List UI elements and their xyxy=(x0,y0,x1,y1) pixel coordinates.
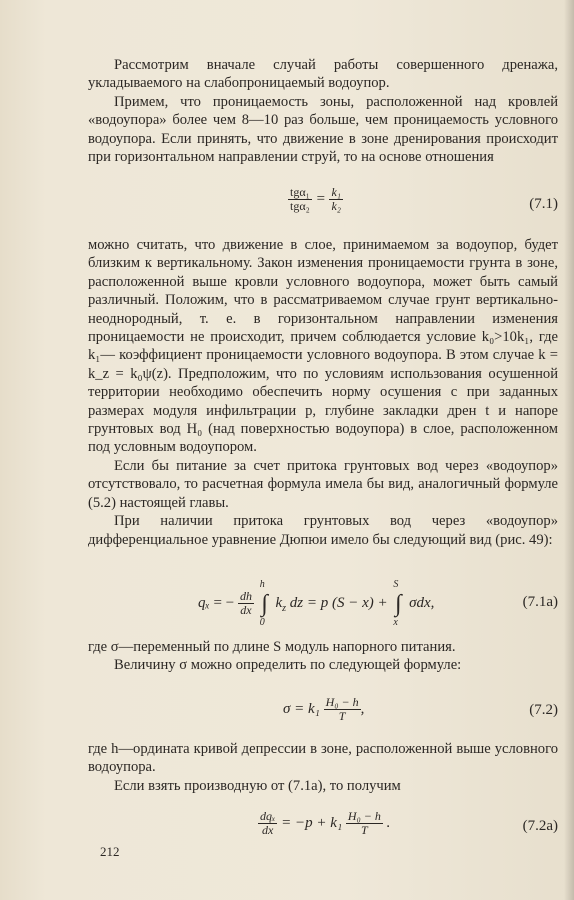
f71a-dx: dx xyxy=(240,603,252,617)
f72a-num2: H₀ − h xyxy=(347,809,381,823)
f71-eq: = xyxy=(315,190,326,207)
f72a-tail: . xyxy=(382,814,391,831)
f72-lhs: σ = k₁ xyxy=(283,700,320,717)
paragraph-8: где h—ордината кривой депрессии в зоне, расположенной выше условного водоупора. xyxy=(88,741,558,776)
formula-7-1a xyxy=(88,580,558,630)
f71a-body1-sub: z xyxy=(282,602,287,614)
f71a-body2: σdx, xyxy=(409,594,435,611)
integral-sign-1: ∫ h 0 xyxy=(259,578,268,628)
f72a-num: dqₓ xyxy=(260,809,276,823)
text-block-3 xyxy=(88,638,558,675)
formula-number-7-2: (7.2) xyxy=(529,702,558,718)
f71a-body1: k xyxy=(275,594,283,611)
f72-num: H₀ − h xyxy=(325,695,359,709)
f72a-mid: = −p + k₁ xyxy=(277,814,343,831)
f72-den: T xyxy=(338,709,346,723)
int1-lower: 0 xyxy=(259,616,265,628)
f71-lhs-den: tgα₂ xyxy=(290,199,310,213)
paragraph-9: Если взять производную от (7.1а), то получим xyxy=(114,777,401,794)
paragraph-2: Примем, что проницаемость зоны, расположенной над кровлей «водоупора» более чем 8—10 раз больше, чем проницаемость условного водоупора. Если принять, что движение в зоне дренирования происходит при горизонтальном направлении струй, то на основе отношения xyxy=(88,93,558,166)
paragraph-6: где σ—переменный по длине S модуль напорного питания. xyxy=(88,639,456,655)
f72a-den: dx xyxy=(262,823,274,837)
f71a-body1-end: dz = p (S − x) + xyxy=(286,594,392,611)
paragraph-7: Величину σ можно определить по следующей формуле: xyxy=(114,657,462,674)
integral-sign-2: ∫ S x xyxy=(393,578,402,628)
text-block-2 xyxy=(88,236,558,549)
f71a-q: qₓ xyxy=(198,594,210,611)
text-block-1 xyxy=(88,56,558,166)
f72-tail: , xyxy=(360,700,365,717)
formula-number-7-1: (7.1) xyxy=(529,196,558,212)
formula-number-7-2a: (7.2а) xyxy=(522,818,558,834)
f71-rhs-den: k₂ xyxy=(331,199,341,213)
formula-7-1 xyxy=(88,186,558,226)
f71-rhs-num: k₁ xyxy=(331,185,341,199)
paragraph-1: Рассмотрим вначале случай работы совершенного дренажа, укладываемого на слабопроницаемый водоупор. xyxy=(88,57,558,92)
f71-lhs-num: tgα₁ xyxy=(290,185,310,199)
formula-7-2a xyxy=(88,808,558,848)
paragraph-5: При наличии притока грунтовых вод через «водоупор» дифференциальное уравнение Дюпюи имело бы следующий вид (рис. 49): xyxy=(88,513,558,548)
formula-7-2 xyxy=(88,692,558,732)
paragraph-3: можно считать, что движение в слое, принимаемом за водоупор, будет близким к вертикальному. Закон изменения проницаемости грунта в зоне, расположенной выше кровли условного водоупора, может быть самый различный. Положим, что в рассматриваемом случае грунт вертикально-неоднородный, т. е. в горизонтальном направлении изменения проницаемости не происходит, причем соблюдается условие k₀>10k₁, где k₁— коэффициент проницаемости условного водоупора. В этом случае k = k_z = k₀ψ(z). Предположим, что по условиям использования осушенной территории необходимо обеспечить норму осушения c при заданных размерах модуля инфильтрации p, глубине закладки дрен t и напоре грунтовых вод H₀ (над поверхностью водоупора) в слое, расположенном под условным водоупором. xyxy=(88,237,558,456)
formula-number-7-1a: (7.1а) xyxy=(522,594,558,610)
int2-lower: x xyxy=(393,616,398,628)
int1-upper: h xyxy=(259,578,265,590)
paragraph-4: Если бы питание за счет притока грунтовых вод через «водоупор» отсутствовало, то расчетная формула имела бы вид, аналогичный формуле (5.2) настоящей главы. xyxy=(88,457,558,511)
f72a-den2: T xyxy=(361,823,368,837)
f71a-eq: = − xyxy=(209,594,238,611)
page-number: 212 xyxy=(100,844,120,859)
f71a-dh: dh xyxy=(239,589,252,603)
text-block-4 xyxy=(88,740,558,795)
page-edge-shadow xyxy=(564,0,574,900)
int2-upper: S xyxy=(393,578,399,590)
